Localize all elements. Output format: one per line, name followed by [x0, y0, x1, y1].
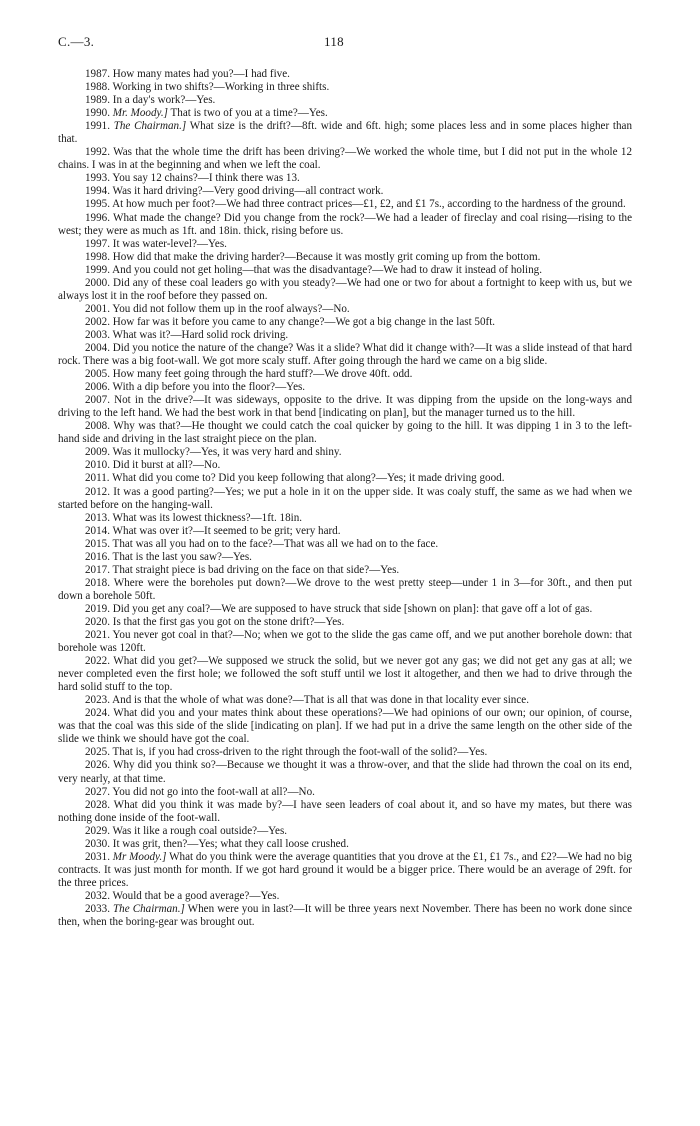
- question-number: 1997.: [85, 237, 110, 250]
- document-reference: C.—3.: [58, 34, 95, 49]
- qa-paragraph: [58, 329, 632, 342]
- qa-text: How far was it before you came to any change?—We got a big change in the last 50ft.: [112, 315, 496, 328]
- qa-text: Was it mullocky?—Yes, it was very hard and shiny.: [112, 446, 342, 459]
- qa-text: Working in two shifts?—Working in three shifts.: [112, 81, 330, 94]
- question-number: 2019.: [85, 602, 110, 615]
- question-number: 2029.: [85, 824, 110, 837]
- qa-paragraph: [58, 799, 632, 825]
- qa-text: With a dip before you into the floor?—Yes.: [112, 381, 306, 394]
- qa-text: What made the change? Did you change from the rock?—We had a leader of fireclay and coal rising—rising to the west; they were as much as 1ft. and 18in. thick, rising before us.: [58, 211, 633, 237]
- speaker-label: The Chairman.]: [113, 903, 185, 915]
- qa-text: What did you come to? Did you keep following that along?—Yes; it made driving good.: [112, 472, 505, 485]
- qa-text: What did you and your mates think about these operations?—We had opinions of our own; our opinion, of course, was that the coal was this side of the slide [indicating on plan]. If we had put in a drive the same length on the other side of the slide we think we should have got the coal.: [58, 707, 633, 746]
- qa-text: You never got coal in that?—No; when we got to the slide the gas came off, and we put another borehole down: that borehole was 120ft.: [58, 629, 632, 655]
- qa-text: Did you get any coal?—We are supposed to have struck that side [shown on plan]: that gave off a lot of gas.: [112, 602, 593, 615]
- qa-paragraph: [58, 616, 632, 629]
- question-number: 2005.: [85, 368, 110, 381]
- qa-paragraph: [58, 238, 632, 251]
- qa-paragraph: [58, 655, 632, 694]
- qa-paragraph: [58, 81, 632, 94]
- qa-text: You did not follow them up in the roof always?—No.: [112, 302, 350, 315]
- question-number: 2031.: [85, 850, 110, 863]
- qa-text: Would that be a good average?—Yes.: [112, 889, 280, 902]
- question-number: 2002.: [85, 315, 110, 328]
- qa-paragraph: [58, 342, 632, 368]
- question-number: 2033.: [85, 903, 110, 915]
- question-number: 1994.: [85, 185, 110, 198]
- qa-text: You did not go into the foot-wall at all?—No.: [112, 785, 315, 798]
- qa-text: What was it?—Hard solid rock driving.: [112, 328, 289, 341]
- qa-paragraph: [58, 172, 632, 185]
- qa-paragraph: [58, 538, 632, 551]
- qa-paragraph: [58, 551, 632, 564]
- qa-text: At how much per foot?—We had three contract prices—£1, £2, and £1 7s., according to the hardness of the ground.: [112, 198, 626, 211]
- qa-paragraph: [58, 420, 632, 446]
- page-header: [58, 34, 632, 56]
- question-number: 2023.: [85, 694, 110, 707]
- qa-paragraph: [58, 107, 632, 120]
- qa-paragraph: [58, 303, 632, 316]
- question-number: 1996.: [85, 211, 110, 224]
- qa-paragraph: [58, 603, 632, 616]
- question-number: 2003.: [85, 328, 110, 341]
- question-number: 2010.: [85, 459, 110, 472]
- qa-paragraph: [58, 212, 632, 238]
- qa-text: And is that the whole of what was done?—That is all that was done in that locality ever since.: [112, 694, 529, 707]
- qa-paragraph: [58, 564, 632, 577]
- qa-paragraph: [58, 394, 632, 420]
- question-number: 2007.: [85, 394, 110, 407]
- qa-text: How many mates had you?—I had five.: [112, 68, 290, 80]
- question-number: 2030.: [85, 837, 110, 850]
- qa-paragraph: [58, 381, 632, 394]
- qa-text: Was it hard driving?—Very good driving—all contract work.: [112, 185, 384, 198]
- qa-text: What did you think it was made by?—I have seen leaders of coal about it, and so have my mates, but there was nothing done inside of the foot-wall.: [58, 798, 632, 824]
- question-number: 1987.: [85, 68, 110, 80]
- qa-text: What was over it?—It seemed to be grit; very hard.: [112, 524, 341, 537]
- qa-paragraph: [58, 486, 632, 512]
- qa-paragraph: [58, 368, 632, 381]
- speaker-label: Mr. Moody.]: [112, 107, 168, 120]
- qa-paragraph: [58, 890, 632, 903]
- qa-text: How many feet going through the hard stuff?—We drove 40ft. odd.: [112, 368, 413, 381]
- question-number: 1998.: [85, 250, 110, 263]
- qa-paragraph: [58, 251, 632, 264]
- question-number: 1999.: [85, 263, 110, 276]
- question-number: 2025.: [85, 746, 110, 759]
- qa-text: You say 12 chains?—I think there was 13.: [112, 172, 300, 185]
- qa-text: It was water-level?—Yes.: [112, 237, 227, 250]
- qa-paragraph: [58, 198, 632, 211]
- question-number: 1993.: [85, 172, 110, 185]
- qa-paragraph: [58, 459, 632, 472]
- qa-paragraph: [58, 825, 632, 838]
- question-number: 2015.: [85, 537, 110, 550]
- qa-text: That is the last you saw?—Yes.: [112, 550, 252, 563]
- question-number: 2032.: [85, 889, 110, 902]
- question-number: 2016.: [85, 550, 110, 563]
- question-number: 2022.: [85, 655, 110, 668]
- qa-text: In a day's work?—Yes.: [112, 94, 216, 107]
- question-number: 2012.: [85, 485, 110, 498]
- qa-paragraph: [58, 94, 632, 107]
- qa-text: What do you think were the average quantities that you drove at the £1, £1 7s., and £2?—We had no big contracts. It was just month for month. If we got hard ground it would be a bigger price. There would be an average of 29ft. for the three prices.: [58, 850, 632, 889]
- qa-text: Not in the drive?—It was sideways, opposite to the drive. It was dipping from the upside on the long-ways and driving to the left hand. We had the best work in that bend [indicating on plan], but the manager turned us to the hill.: [58, 394, 632, 420]
- question-number: 1995.: [85, 198, 110, 211]
- speaker-label: The Chairman.]: [113, 120, 187, 133]
- qa-paragraph: [58, 68, 632, 81]
- question-number: 2011.: [85, 472, 110, 485]
- qa-paragraph: [58, 446, 632, 459]
- qa-text: Did any of these coal leaders go with you steady?—We had one or two for about a fortnight to keep with us, but we always lost it in the roof before they passed on.: [58, 276, 633, 302]
- qa-text: What did you get?—We supposed we struck the solid, but we never got any gas; we did not get any gas at all; we never completed even the first hole; we followed the soft stuff until we lost it altogether, and then we had to drive through the hard solid stuff to the top.: [58, 655, 632, 694]
- qa-text: It was a good parting?—Yes; we put a hole in it on the upper side. It was coaly stuff, the same as we had when we started before on the hanging-wall.: [58, 485, 632, 511]
- qa-text: When were you in last?—It will be three years next November. There has been no work done since then, when the boring-gear was brought out.: [58, 903, 632, 929]
- qa-text: How did that make the driving harder?—Because it was mostly grit coming up from the bottom.: [112, 250, 541, 263]
- qa-text: Why was that?—He thought we could catch the coal quicker by going to the hill. It was dipping 1 in 3 to the left-hand side and driving in the last straight piece on the plan.: [58, 420, 633, 446]
- qa-paragraph: [58, 838, 632, 851]
- question-number: 2000.: [85, 276, 110, 289]
- question-number: 2027.: [85, 785, 110, 798]
- question-number: 2024.: [85, 707, 110, 720]
- question-number: 1990.: [85, 107, 110, 120]
- question-number: 1989.: [85, 94, 110, 107]
- page-number: 118: [324, 34, 344, 49]
- qa-text: What size is the drift?—8ft. wide and 6ft. high; some places less and in some places higher than that.: [58, 120, 632, 146]
- qa-text: What was its lowest thickness?—1ft. 18in.: [112, 511, 303, 524]
- question-number: 2008.: [85, 420, 110, 433]
- qa-text: Was that the whole time the drift has been driving?—We worked the whole time, but I did not put in the whole 12 chains. I was in at the beginning and when we left the coal.: [58, 146, 632, 172]
- question-number: 2026.: [85, 759, 110, 772]
- qa-paragraph: [58, 146, 632, 172]
- question-answer-list: [58, 68, 632, 929]
- qa-paragraph: [58, 707, 632, 746]
- question-number: 1992.: [85, 146, 110, 159]
- qa-text: Is that the first gas you got on the stone drift?—Yes.: [112, 615, 345, 628]
- qa-text: That is, if you had cross-driven to the right through the foot-wall of the solid?—Yes.: [112, 746, 488, 759]
- question-number: 2006.: [85, 381, 110, 394]
- question-number: 2009.: [85, 446, 110, 459]
- qa-paragraph: [58, 277, 632, 303]
- qa-paragraph: [58, 316, 632, 329]
- question-number: 1991.: [85, 120, 110, 133]
- qa-paragraph: [58, 120, 632, 146]
- qa-text: And you could not get holing—that was the disadvantage?—We had to draw it instead of holing.: [112, 263, 542, 276]
- qa-paragraph: [58, 694, 632, 707]
- qa-paragraph: [58, 786, 632, 799]
- qa-text: That straight piece is bad driving on the face on that side?—Yes.: [112, 563, 400, 576]
- qa-paragraph: [58, 525, 632, 538]
- qa-text: Where were the boreholes put down?—We drove to the west pretty steep—under 1 in 3—for 30ft., and then put down a borehole 50ft.: [58, 576, 632, 602]
- qa-text: Did it burst at all?—No.: [112, 459, 221, 472]
- qa-paragraph: [58, 629, 632, 655]
- qa-paragraph: [58, 512, 632, 525]
- question-number: 2014.: [85, 524, 110, 537]
- question-number: 2004.: [85, 341, 110, 354]
- qa-paragraph: [58, 472, 632, 485]
- question-number: 2013.: [85, 511, 110, 524]
- qa-text: That is two of you at a time?—Yes.: [170, 107, 328, 120]
- question-number: 2021.: [85, 629, 110, 642]
- qa-paragraph: [58, 759, 632, 785]
- qa-paragraph: [58, 185, 632, 198]
- qa-text: That was all you had on to the face?—That was all we had on to the face.: [112, 537, 439, 550]
- question-number: 2018.: [85, 576, 110, 589]
- question-number: 1988.: [85, 81, 110, 94]
- question-number: 2028.: [85, 798, 110, 811]
- qa-paragraph: [58, 746, 632, 759]
- question-number: 2020.: [85, 615, 110, 628]
- qa-text: Was it like a rough coal outside?—Yes.: [112, 824, 288, 837]
- qa-text: Why did you think so?—Because we thought it was a throw-over, and that the slide had thrown the coal on its end, very nearly, at that time.: [58, 759, 632, 785]
- qa-text: It was grit, then?—Yes; what they call loose crushed.: [112, 837, 349, 850]
- question-number: 2001.: [85, 302, 110, 315]
- qa-paragraph: [58, 851, 632, 890]
- qa-paragraph: [58, 577, 632, 603]
- question-number: 2017.: [85, 563, 110, 576]
- speaker-label: Mr Moody.]: [112, 850, 167, 863]
- qa-paragraph: [58, 264, 632, 277]
- qa-paragraph: [58, 903, 632, 929]
- qa-text: Did you notice the nature of the change? Was it a slide? What did it change with?—It was a slide instead of that hard rock. There was a big foot-wall. We got more scaly stuff. After going through the hard we came on a big slide.: [58, 341, 632, 368]
